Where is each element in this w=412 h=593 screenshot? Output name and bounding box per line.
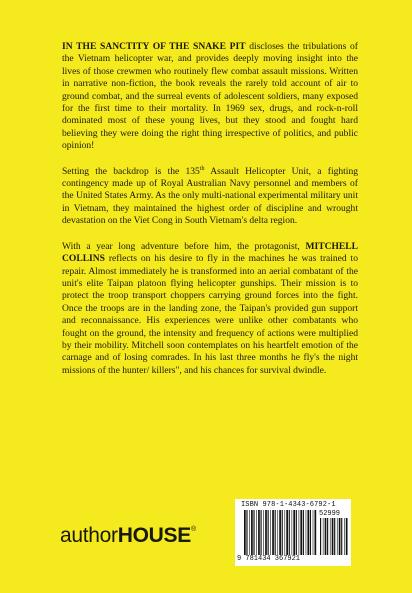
barcode-bar xyxy=(292,510,293,555)
paragraph-3-after: reflects on his desire to fly in the machines he was trained to repair. Almost immediately he is transformed into an aerial combatant of the unit's elite Taipan platoon flying helicopter gunships. Their mission is to protect the troop transport choppers carrying ground forces into the fight. Once the troops are in the landing zone, the Taipan's provided gun support and reconnaissance. His experiences were unlike other combatants who fought on the ground, the intensity and frequency of actions were multiplied by their mobility. Mitchell soon contemplates on his heartfelt emotion of the carnage and of losing comrades. In his last three months he fly's the night missions of the hunter/ killers", and his chances for survival dwindle. xyxy=(62,253,358,376)
barcode-bar xyxy=(306,510,307,555)
publisher-logo xyxy=(60,524,196,548)
barcode-bar xyxy=(303,510,304,555)
barcode-bar xyxy=(310,510,311,555)
protagonist-name: MITCHELL COLLINS xyxy=(62,240,358,265)
paragraph-1-text: discloses the tribulations of the Vietnam helicopter war, and provides deeply moving insight into the lives of those crewmen who routinely flew combat assault missions. Written in narrative non-fiction, the book reveals the rarely told account of air to ground combat, and the surreal events of adolescent soldiers, many exposed for the first time to their mortality. In 1969 sex, drugs, and rock-n-roll dominated most of these young lives, but they stood and fought hard believing they were doing the right thing irrespective of politics, and public opinion! xyxy=(62,41,358,152)
barcode-bar xyxy=(246,510,247,555)
barcode-bar xyxy=(339,518,341,555)
addon-barcode-bars xyxy=(320,518,348,555)
barcode-bar xyxy=(275,510,276,555)
blurb-paragraph-2 xyxy=(62,166,358,228)
barcode-bar xyxy=(285,510,286,555)
barcode-bar xyxy=(296,510,297,555)
barcode-bar xyxy=(341,518,342,555)
barcode-bar xyxy=(307,510,309,555)
barcode-bar xyxy=(313,510,314,555)
barcode-bar xyxy=(279,510,281,555)
barcode-bar xyxy=(268,510,269,555)
blurb-text xyxy=(62,41,358,390)
barcode-bar xyxy=(286,510,288,555)
barcode-bar xyxy=(325,518,327,555)
isbn-number: ISBN 978-1-4343-6792-1 xyxy=(241,501,336,509)
ordinal-suffix: th xyxy=(199,165,205,172)
barcode-bar xyxy=(300,510,302,555)
barcode-bar xyxy=(320,518,321,555)
paragraph-3-before: With a year long adventure before him, the protagonist, xyxy=(62,240,306,252)
barcode-bar xyxy=(334,518,335,555)
publisher-part-2: HOUSE xyxy=(117,524,191,547)
isbn-barcode xyxy=(235,499,351,566)
barcode-bar xyxy=(323,518,324,555)
barcode-bar xyxy=(270,510,271,555)
barcode-bar xyxy=(263,510,264,555)
barcode-bar xyxy=(256,510,257,555)
blurb-paragraph-1 xyxy=(62,41,358,153)
barcode-bar xyxy=(277,510,278,555)
paragraph-2-after: Assault Helicopter Unit, a fighting contingency made up of Royal Australian Navy personnel and members of the United States Army. As the only multi-national experimental military unit in Vietnam, they maintained the highest order of discipline and wrought devastation on the Viet Cong in South Vietnam's delta region. xyxy=(62,165,358,227)
barcode-bar xyxy=(344,518,345,555)
barcode-bar xyxy=(315,510,317,555)
barcode-bar xyxy=(265,510,267,555)
barcode-bar xyxy=(272,510,274,555)
price-code: 52999 xyxy=(319,510,341,518)
barcode-bar xyxy=(244,510,246,555)
barcode-bar xyxy=(330,518,331,555)
barcode-bar xyxy=(251,510,253,555)
barcode-bar xyxy=(261,510,262,555)
barcode-bar xyxy=(293,510,295,555)
barcode-bar xyxy=(332,518,334,555)
blurb-paragraph-3 xyxy=(62,241,358,377)
publisher-part-1: author xyxy=(60,524,118,547)
barcode-bar xyxy=(289,510,290,555)
barcode-bar xyxy=(258,510,260,555)
main-barcode-bars xyxy=(244,510,316,555)
barcode-digits: 9 781434 367921 xyxy=(237,555,301,563)
paragraph-2-before: Setting the backdrop is the 135 xyxy=(62,165,200,177)
book-title: IN THE SANCTITY OF THE SNAKE PIT xyxy=(62,41,246,52)
barcode-bar xyxy=(249,510,250,555)
barcode-bar xyxy=(253,510,254,555)
barcode-bar xyxy=(327,518,328,555)
trademark-symbol: ® xyxy=(190,526,196,533)
barcode-bar xyxy=(282,510,283,555)
barcode-bar xyxy=(299,510,300,555)
barcode-bar xyxy=(346,518,348,555)
barcode-bar xyxy=(337,518,338,555)
